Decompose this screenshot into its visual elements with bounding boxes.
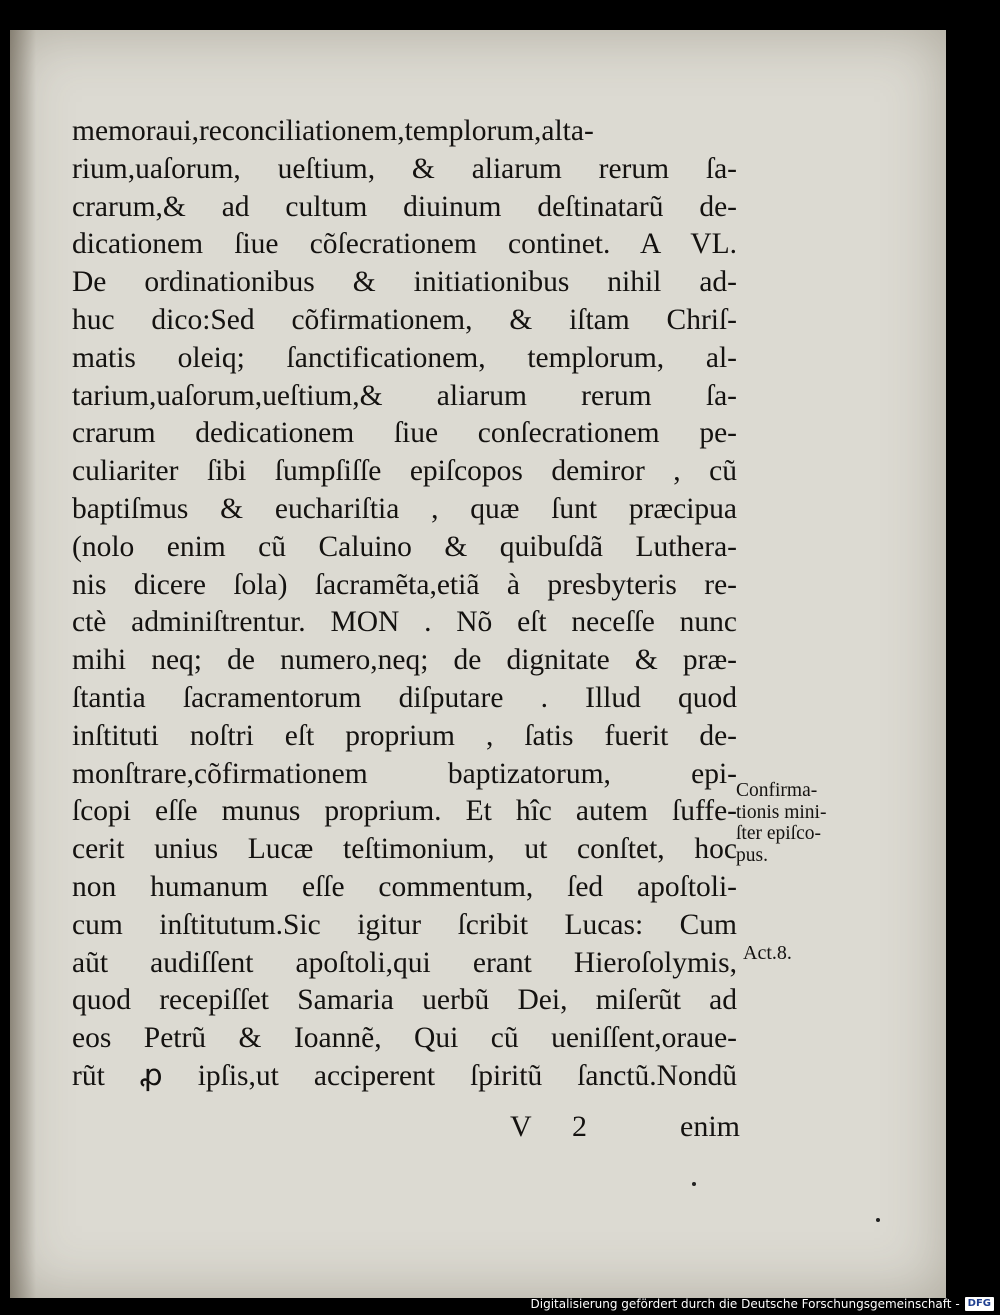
- text-line: tarium,uaſorum,ueſtium,& aliarum rerum ſa-: [72, 379, 737, 412]
- text-line: (nolo enim cũ Caluino & quibuſdã Luthera-: [72, 530, 737, 563]
- text-line: ſcopi eſſe munus proprium. Et hîc autem ſuffe-: [72, 795, 737, 828]
- text-line: non humanum eſſe commentum, ſed apoſtoli-: [72, 870, 737, 903]
- text-line: crarum dedicationem ſiue conſecrationem pe-: [72, 417, 737, 450]
- text-line: crarum,& ad cultum diuinum deſtinatarũ de-: [72, 190, 737, 223]
- text-line: rũt ꝓ ipſis,ut acciperent ſpiritũ ſanctũ.Nondũ: [72, 1059, 737, 1092]
- dfg-logo: DFG: [965, 1297, 994, 1311]
- text-line: De ordinationibus & initiationibus nihil ad-: [72, 266, 737, 299]
- text-line: monſtrare,cõfirmationem baptizatorum, epi-: [72, 757, 737, 790]
- marginal-note-confirmation: [736, 780, 876, 866]
- text-line: ſtantia ſacramentorum diſputare . Illud quod: [72, 681, 737, 714]
- footer-credit: [531, 1295, 995, 1313]
- text-line: quod recepiſſet Samaria uerbũ Dei, miſerũt ad: [72, 984, 737, 1017]
- text-line: memoraui,reconciliationem,templorum,alta-: [72, 115, 594, 147]
- signature-mark: V: [510, 1110, 532, 1143]
- text-line: nis dicere ſola) ſacramẽta,etiã à presbyteris re-: [72, 568, 737, 601]
- text-line: huc dico:Sed cõfirmationem, & iſtam Chriſ-: [72, 303, 737, 336]
- footer-credit-text: Digitalisierung gefördert durch die Deutsche Forschungsgemeinschaft -: [530, 1297, 960, 1311]
- signature-number: 2: [572, 1110, 587, 1143]
- book-page: [10, 30, 946, 1298]
- text-line: aũt audiſſent apoſtoli,qui erant Hieroſolymis,: [72, 946, 737, 979]
- text-line: matis oleiq; ſanctificationem, templorum, al-: [72, 341, 737, 374]
- ink-speck: [692, 1182, 696, 1186]
- marginal-note-reference: Act.8.: [743, 942, 792, 964]
- text-line: dicationem ſiue cõſecrationem continet. A VL.: [72, 228, 737, 261]
- marginal-note-line: tionis mini-: [736, 801, 827, 823]
- body-text: [72, 113, 737, 1096]
- text-line: cum inſtitutum.Sic igitur ſcribit Lucas: Cum: [72, 908, 737, 941]
- marginal-note-line: ſter epiſco-: [736, 823, 821, 844]
- text-line: culiariter ſibi ſumpſiſſe epiſcopos demiror , cũ: [72, 455, 737, 488]
- text-line: eos Petrũ & Ioannẽ, Qui cũ ueniſſent,oraue-: [72, 1022, 737, 1055]
- text-line: rium,uaſorum, ueſtium, & aliarum rerum ſa-: [72, 152, 737, 185]
- page-spine-shadow: [10, 30, 36, 1298]
- text-line: cerit unius Lucæ teſtimonium, ut conſtet, hoc: [72, 833, 737, 866]
- text-line: inſtituti noſtri eſt proprium , ſatis fuerit de-: [72, 719, 737, 752]
- text-line: ctè adminiſtrentur. MON . Nõ eſt neceſſe nunc: [72, 606, 737, 639]
- catchword: enim: [680, 1110, 740, 1143]
- catchline: [510, 1110, 740, 1150]
- marginal-note-line: pus.: [736, 844, 768, 866]
- text-line: mihi neq; de numero,neq; de dignitate & præ-: [72, 644, 737, 677]
- marginal-note-line: Confirma-: [736, 780, 818, 801]
- text-line: baptiſmus & euchariſtia , quæ ſunt præcipua: [72, 492, 737, 525]
- ink-speck: [876, 1218, 880, 1222]
